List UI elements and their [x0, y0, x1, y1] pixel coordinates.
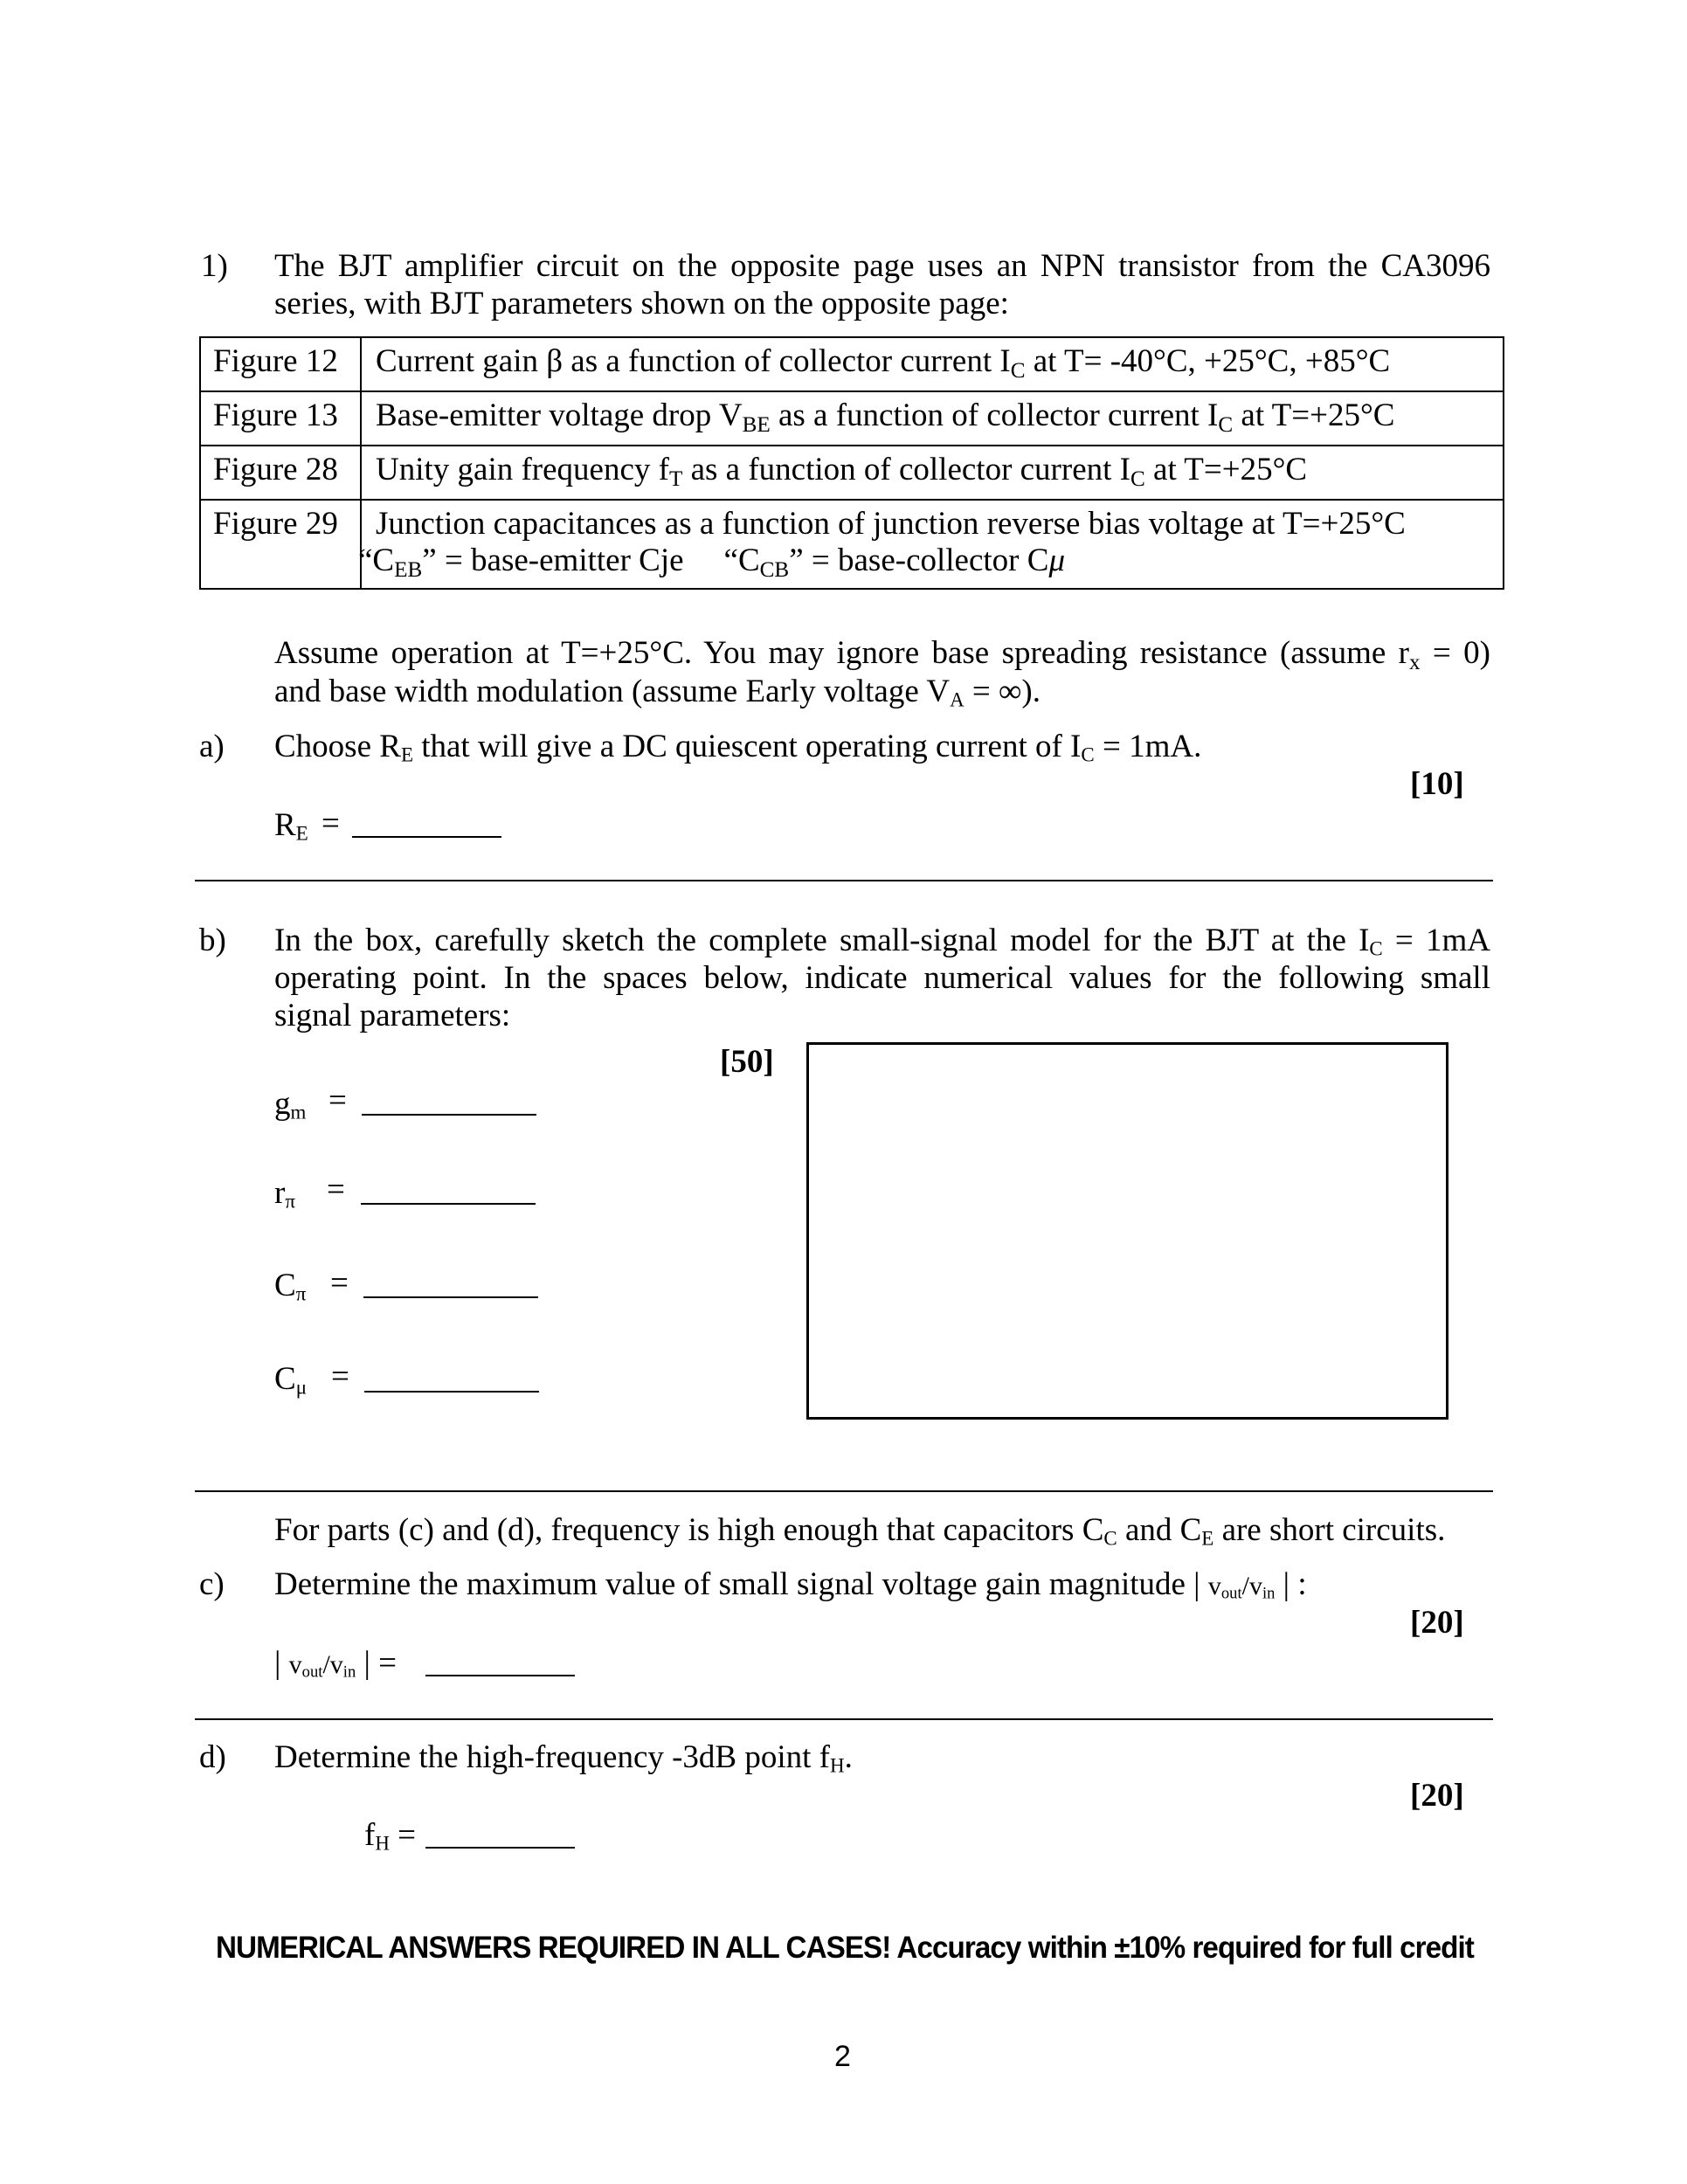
cmu-equals: =: [331, 1358, 349, 1394]
cmu-label: $C_\mu$: [274, 1361, 307, 1399]
section-divider: [195, 1718, 1493, 1720]
cpi-answer-blank[interactable]: [363, 1296, 538, 1298]
gain-answer-blank[interactable]: [425, 1675, 575, 1676]
part-d-score: [20]: [1410, 1778, 1464, 1814]
figure-label: Figure 28: [200, 446, 361, 500]
part-a-prompt: Choose $R_E$ that will give a DC quiescent operating current of $I_C = 1mA$.: [274, 729, 1202, 766]
small-signal-model-sketch-box[interactable]: [806, 1042, 1448, 1420]
cpi-equals: =: [330, 1265, 349, 1301]
figure-label: Figure 29: [200, 500, 361, 589]
part-c-score: [20]: [1410, 1605, 1464, 1641]
question-intro-line2: series, with BJT parameters shown on the opposite page:: [274, 286, 1009, 321]
section-divider: [195, 1490, 1493, 1492]
figure-description: Current gain β as a function of collector current $I_C$ at T= -40°C, +25°C, +85°C: [361, 337, 1504, 391]
part-a-label: a): [199, 729, 225, 764]
figure-description-line1: Junction capacitances as a function of junction reverse bias voltage at T=+25°C: [376, 506, 1406, 542]
fh-answer-blank[interactable]: [425, 1847, 575, 1849]
section-divider: [195, 880, 1493, 881]
re-answer-blank[interactable]: [352, 836, 501, 838]
part-c-answer-label: | $v_{out}/v_{in}$ | =: [274, 1645, 398, 1682]
assumptions-line2: and base width modulation (assume Early voltage $V_A$ = ∞).: [274, 674, 1041, 711]
part-b-prompt-line3: signal parameters:: [274, 998, 511, 1033]
figure-description: Unity gain frequency $f_T$ as a function of collector current $I_C$ at T=+25°C: [361, 446, 1504, 500]
figure-description-line2: “$C_{EB}$” = base-emitter Cje “$C_{CB}$” = base-collector Cμ: [358, 543, 1066, 583]
part-d-label: d): [199, 1739, 226, 1775]
rpi-answer-blank[interactable]: [361, 1203, 536, 1205]
part-b-label: b): [199, 923, 226, 958]
table-row: [200, 446, 1504, 500]
part-a-answer-label: $R_E$: [274, 807, 308, 845]
part-c-prompt: Determine the maximum value of small signal voltage gain magnitude | $v_{out}/v_{in}$ | :: [274, 1566, 1307, 1603]
part-d-answer-label: $f_H$ =: [364, 1817, 417, 1855]
part-b-prompt-line2: operating point. In the spaces below, indicate numerical values for the following small: [274, 960, 1490, 996]
figure-description: [358, 500, 1504, 589]
part-c-label: c): [199, 1566, 225, 1602]
assumptions-line1: Assume operation at T=+25°C. You may ignore base spreading resistance (assume $r_x = 0$): [274, 635, 1490, 675]
part-d-prompt: Determine the high-frequency -3dB point $f_H$.: [274, 1739, 853, 1777]
cmu-answer-blank[interactable]: [364, 1391, 539, 1393]
rpi-equals: =: [327, 1171, 345, 1207]
numerical-answers-notice: NUMERICAL ANSWERS REQUIRED IN ALL CASES! Accuracy within ±10% required for full credit: [216, 1931, 1474, 1965]
part-b-score: [50]: [720, 1044, 774, 1080]
gm-label: $g_m$: [274, 1086, 307, 1123]
question-intro-line1: The BJT amplifier circuit on the opposite page uses an NPN transistor from the CA3096: [274, 248, 1490, 284]
table-row: [200, 500, 1504, 589]
question-number: 1): [201, 248, 228, 284]
figure-description: Base-emitter voltage drop $V_{BE}$ as a function of collector current $I_C$ at T=+25°C: [361, 391, 1504, 446]
table-row: [200, 337, 1504, 391]
cpi-label: $C_\pi$: [274, 1268, 307, 1305]
parts-cd-note: For parts (c) and (d), frequency is high enough that capacitors $C_C$ and $C_E$ are short circuits.: [274, 1512, 1446, 1550]
figures-table: [199, 336, 1504, 590]
table-row: [200, 391, 1504, 446]
page-number: 2: [834, 2040, 851, 2073]
part-a-equals: =: [321, 805, 340, 841]
figure-label: Figure 13: [200, 391, 361, 446]
part-b-prompt-line1: In the box, carefully sketch the complete small-signal model for the BJT at the $I_C = 1mA$: [274, 923, 1490, 960]
rpi-label: $r_\pi$: [274, 1175, 295, 1213]
figure-label: Figure 12: [200, 337, 361, 391]
part-a-score: [10]: [1410, 766, 1464, 802]
gm-equals: =: [328, 1082, 347, 1118]
gm-answer-blank[interactable]: [362, 1114, 536, 1116]
